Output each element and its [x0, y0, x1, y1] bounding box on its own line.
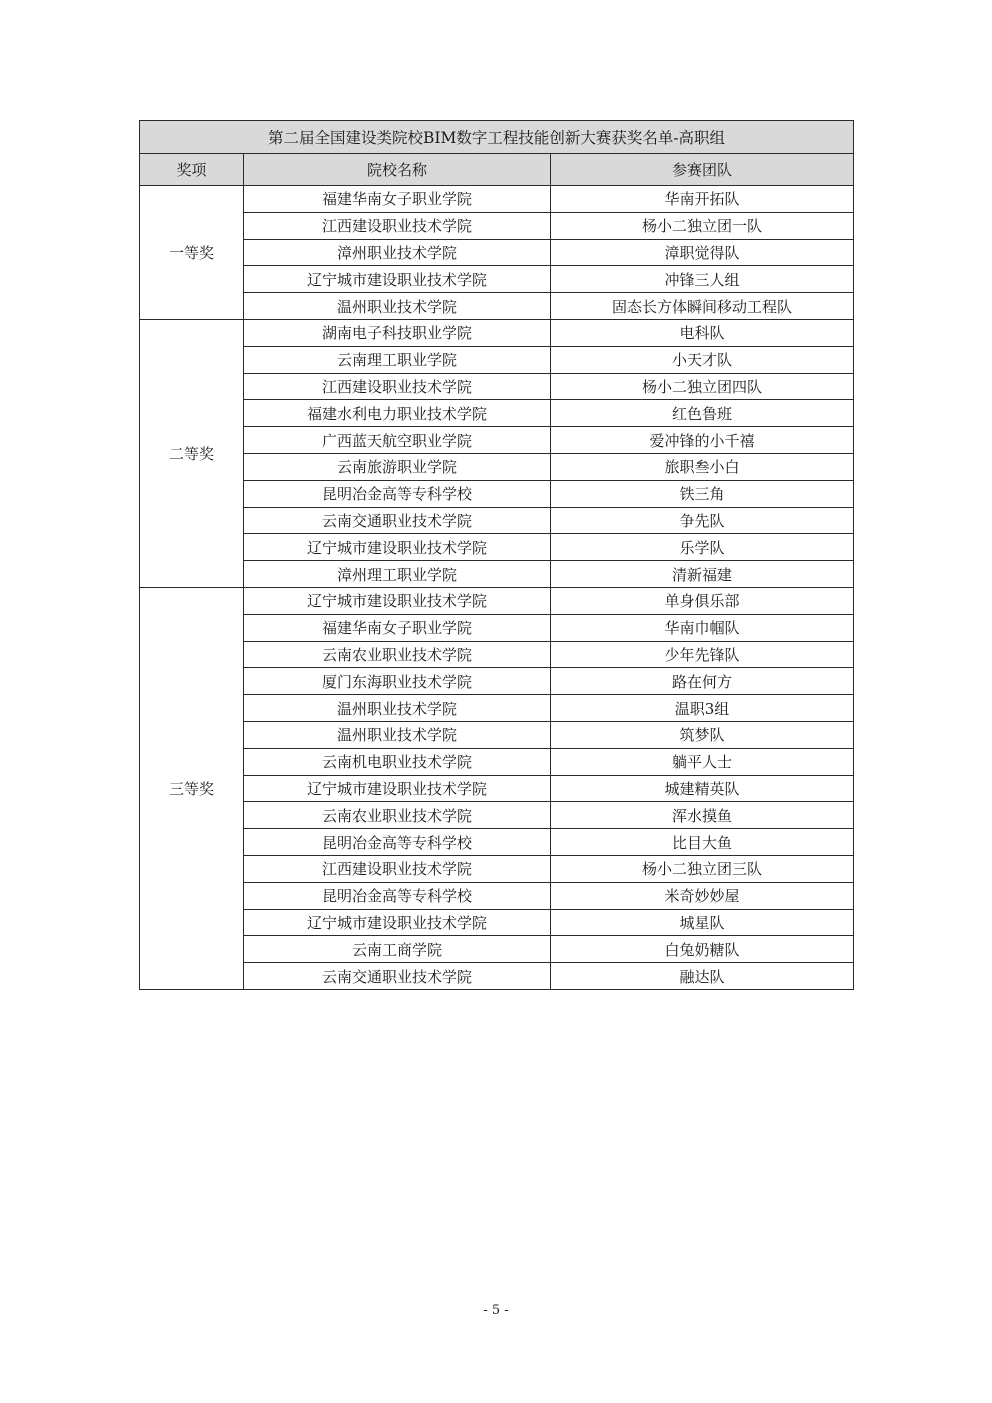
- table-body: [140, 186, 854, 990]
- table-row: [140, 936, 854, 963]
- column-header-award: 奖项: [140, 154, 244, 186]
- table-row: [140, 346, 854, 373]
- team-name-cell: 固态长方体瞬间移动工程队: [551, 293, 854, 320]
- table-row: [140, 373, 854, 400]
- school-name-cell: 辽宁城市建设职业技术学院: [244, 587, 551, 614]
- team-name-cell: 杨小二独立团三队: [551, 855, 854, 882]
- team-name-cell: 冲锋三人组: [551, 266, 854, 293]
- school-name-cell: 江西建设职业技术学院: [244, 373, 551, 400]
- table-row: [140, 400, 854, 427]
- table-row: [140, 614, 854, 641]
- table-row: [140, 855, 854, 882]
- table-row: [140, 427, 854, 454]
- table-row: [140, 882, 854, 909]
- team-name-cell: 红色鲁班: [551, 400, 854, 427]
- table-row: [140, 748, 854, 775]
- award-table: [139, 120, 854, 990]
- table-title-row: [140, 121, 854, 154]
- team-name-cell: 路在何方: [551, 668, 854, 695]
- team-name-cell: 清新福建: [551, 561, 854, 588]
- table-row: [140, 775, 854, 802]
- team-name-cell: 米奇妙妙屋: [551, 882, 854, 909]
- table-row: [140, 212, 854, 239]
- table-row: [140, 239, 854, 266]
- school-name-cell: 辽宁城市建设职业技术学院: [244, 266, 551, 293]
- team-name-cell: 比目大鱼: [551, 829, 854, 856]
- table-row: [140, 695, 854, 722]
- school-name-cell: 福建华南女子职业学院: [244, 614, 551, 641]
- team-name-cell: 少年先锋队: [551, 641, 854, 668]
- team-name-cell: 单身俱乐部: [551, 587, 854, 614]
- school-name-cell: 云南交通职业技术学院: [244, 507, 551, 534]
- column-header-team: 参赛团队: [551, 154, 854, 186]
- table-row: [140, 587, 854, 614]
- team-name-cell: 城建精英队: [551, 775, 854, 802]
- school-name-cell: 云南农业职业技术学院: [244, 802, 551, 829]
- award-level-cell: 一等奖: [140, 186, 244, 320]
- table-row: [140, 721, 854, 748]
- table-row: [140, 507, 854, 534]
- team-name-cell: 杨小二独立团四队: [551, 373, 854, 400]
- school-name-cell: 昆明冶金高等专科学校: [244, 829, 551, 856]
- column-header-school: 院校名称: [244, 154, 551, 186]
- table-row: [140, 829, 854, 856]
- team-name-cell: 杨小二独立团一队: [551, 212, 854, 239]
- table-row: [140, 186, 854, 213]
- page-number: - 5 -: [483, 1303, 509, 1318]
- team-name-cell: 旅职叁小白: [551, 453, 854, 480]
- school-name-cell: 辽宁城市建设职业技术学院: [244, 775, 551, 802]
- table-row: [140, 963, 854, 990]
- table-row: [140, 266, 854, 293]
- school-name-cell: 温州职业技术学院: [244, 721, 551, 748]
- school-name-cell: 江西建设职业技术学院: [244, 855, 551, 882]
- team-name-cell: 小天才队: [551, 346, 854, 373]
- school-name-cell: 云南理工职业学院: [244, 346, 551, 373]
- team-name-cell: 漳职觉得队: [551, 239, 854, 266]
- school-name-cell: 漳州职业技术学院: [244, 239, 551, 266]
- table-row: [140, 453, 854, 480]
- award-level-cell: 二等奖: [140, 319, 244, 587]
- team-name-cell: 爱冲锋的小千禧: [551, 427, 854, 454]
- school-name-cell: 昆明冶金高等专科学校: [244, 882, 551, 909]
- school-name-cell: 昆明冶金高等专科学校: [244, 480, 551, 507]
- school-name-cell: 漳州理工职业学院: [244, 561, 551, 588]
- table-row: [140, 561, 854, 588]
- school-name-cell: 江西建设职业技术学院: [244, 212, 551, 239]
- team-name-cell: 融达队: [551, 963, 854, 990]
- table-row: [140, 668, 854, 695]
- table-row: [140, 909, 854, 936]
- table-row: [140, 293, 854, 320]
- team-name-cell: 筑梦队: [551, 721, 854, 748]
- table-title: 第二届全国建设类院校BIM数字工程技能创新大赛获奖名单-高职组: [140, 121, 854, 154]
- table-row: [140, 480, 854, 507]
- school-name-cell: 湖南电子科技职业学院: [244, 319, 551, 346]
- school-name-cell: 温州职业技术学院: [244, 293, 551, 320]
- school-name-cell: 福建水利电力职业技术学院: [244, 400, 551, 427]
- team-name-cell: 城星队: [551, 909, 854, 936]
- team-name-cell: 躺平人士: [551, 748, 854, 775]
- team-name-cell: 浑水摸鱼: [551, 802, 854, 829]
- team-name-cell: 白兔奶糖队: [551, 936, 854, 963]
- school-name-cell: 广西蓝天航空职业学院: [244, 427, 551, 454]
- school-name-cell: 辽宁城市建设职业技术学院: [244, 534, 551, 561]
- team-name-cell: 电科队: [551, 319, 854, 346]
- team-name-cell: 华南开拓队: [551, 186, 854, 213]
- school-name-cell: 云南工商学院: [244, 936, 551, 963]
- school-name-cell: 云南旅游职业学院: [244, 453, 551, 480]
- team-name-cell: 华南巾帼队: [551, 614, 854, 641]
- table-row: [140, 319, 854, 346]
- school-name-cell: 温州职业技术学院: [244, 695, 551, 722]
- school-name-cell: 厦门东海职业技术学院: [244, 668, 551, 695]
- team-name-cell: 铁三角: [551, 480, 854, 507]
- school-name-cell: 云南机电职业技术学院: [244, 748, 551, 775]
- school-name-cell: 辽宁城市建设职业技术学院: [244, 909, 551, 936]
- award-level-cell: 三等奖: [140, 587, 244, 989]
- team-name-cell: 乐学队: [551, 534, 854, 561]
- table-row: [140, 534, 854, 561]
- table-row: [140, 802, 854, 829]
- school-name-cell: 福建华南女子职业学院: [244, 186, 551, 213]
- school-name-cell: 云南交通职业技术学院: [244, 963, 551, 990]
- table-row: [140, 641, 854, 668]
- table-header-row: [140, 154, 854, 186]
- school-name-cell: 云南农业职业技术学院: [244, 641, 551, 668]
- team-name-cell: 争先队: [551, 507, 854, 534]
- team-name-cell: 温职3组: [551, 695, 854, 722]
